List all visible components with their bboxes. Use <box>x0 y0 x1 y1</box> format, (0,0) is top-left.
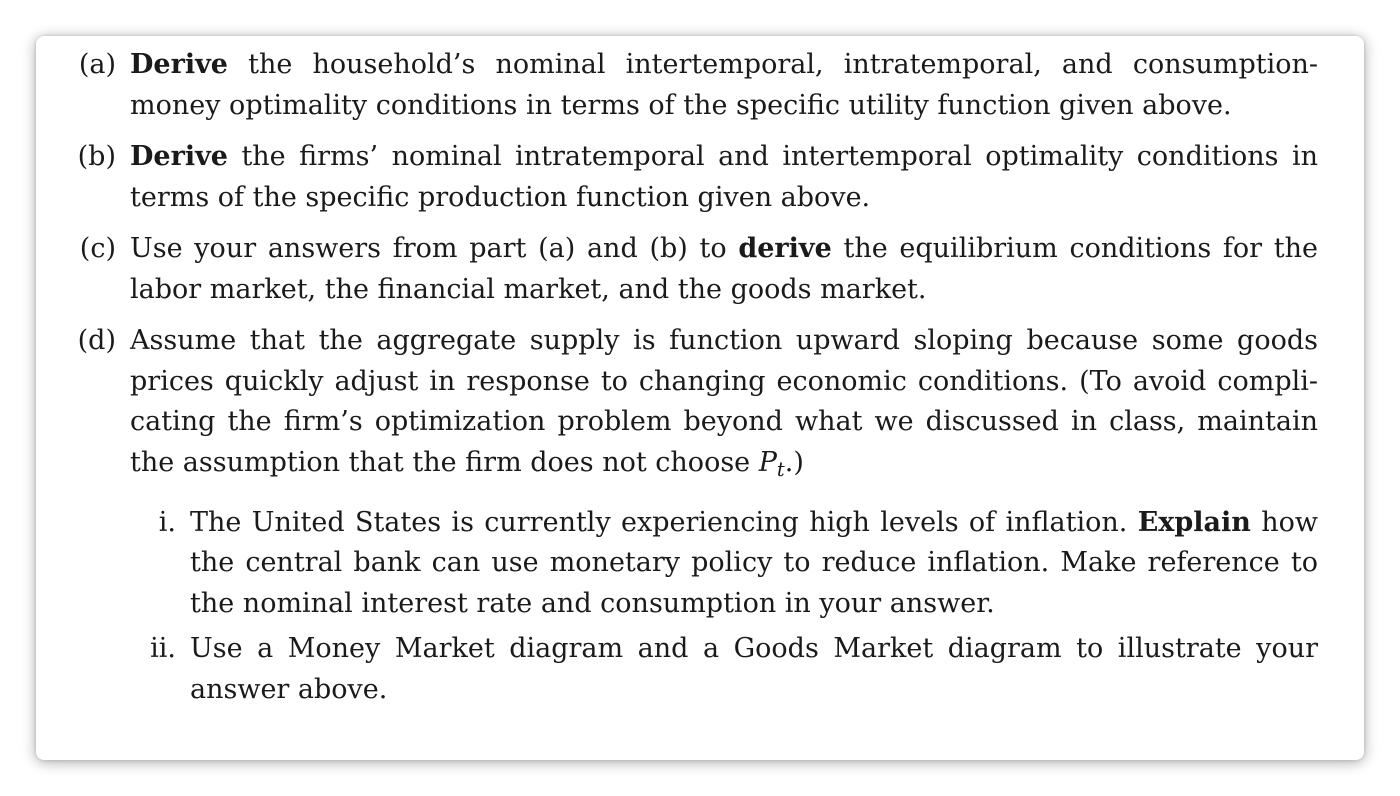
question-b-body: the firms’ nominal intratemporal and intertemporal optimality conditions in terms of the specific production function given above. <box>130 141 1318 213</box>
question-d <box>66 321 1318 710</box>
question-a-text <box>130 45 1318 126</box>
subquestion-i-keyword: Explain <box>1137 506 1251 538</box>
question-a <box>66 45 1318 126</box>
question-d-content <box>130 321 1318 710</box>
question-b-marker: (b) <box>77 141 116 172</box>
question-b-text <box>130 137 1318 218</box>
subquestion-i-text <box>190 503 1318 625</box>
subquestion-ii-marker: ii. <box>150 633 176 665</box>
question-a-body: the household’s nominal intertemporal, intratemporal, and consumption-money optimality conditions in terms of the specific utility function given above. <box>130 49 1318 121</box>
time-subscript: t <box>776 457 785 481</box>
question-b-keyword: Derive <box>130 141 228 172</box>
question-c-body: the equilibrium conditions for the labor market, the financial market, and the goods market. <box>130 233 1318 305</box>
question-d-marker: (d) <box>77 325 116 356</box>
subquestion-i <box>130 503 1318 625</box>
question-c <box>66 229 1318 310</box>
question-c-intro: Use your answers from part (a) and (b) to <box>130 233 739 264</box>
subquestion-i-intro: The United States is currently experiencing high levels of inflation. <box>190 506 1138 538</box>
question-b <box>66 137 1318 218</box>
question-d-body: Assume that the aggregate supply is function upward sloping because some goods prices quickly adjust in response to changing economic conditions. (To avoid complicating the firm’s optimization problem beyond what we discussed in class, maintain the assumption that the firm does not choose <box>130 325 1318 478</box>
subquestion-ii <box>130 629 1318 710</box>
question-d-text <box>130 321 1318 490</box>
subquestion-ii-text: Use a Money Market diagram and a Goods Market diagram to illustrate your answer above. <box>190 633 1318 705</box>
question-a-marker: (a) <box>78 49 116 80</box>
question-d-subitems <box>130 503 1318 711</box>
question-c-marker: (c) <box>79 233 116 264</box>
question-d-close: .) <box>784 446 804 478</box>
subquestion-i-body: how the central bank can use monetary policy to reduce inflation. Make reference to the nominal interest rate and consumption in your answer. <box>190 506 1319 619</box>
question-c-text <box>130 229 1318 310</box>
price-variable: P <box>758 446 777 478</box>
question-sheet <box>36 36 1364 760</box>
subquestion-i-marker: i. <box>158 506 176 538</box>
question-c-keyword: derive <box>738 233 832 264</box>
question-a-keyword: Derive <box>130 49 228 80</box>
